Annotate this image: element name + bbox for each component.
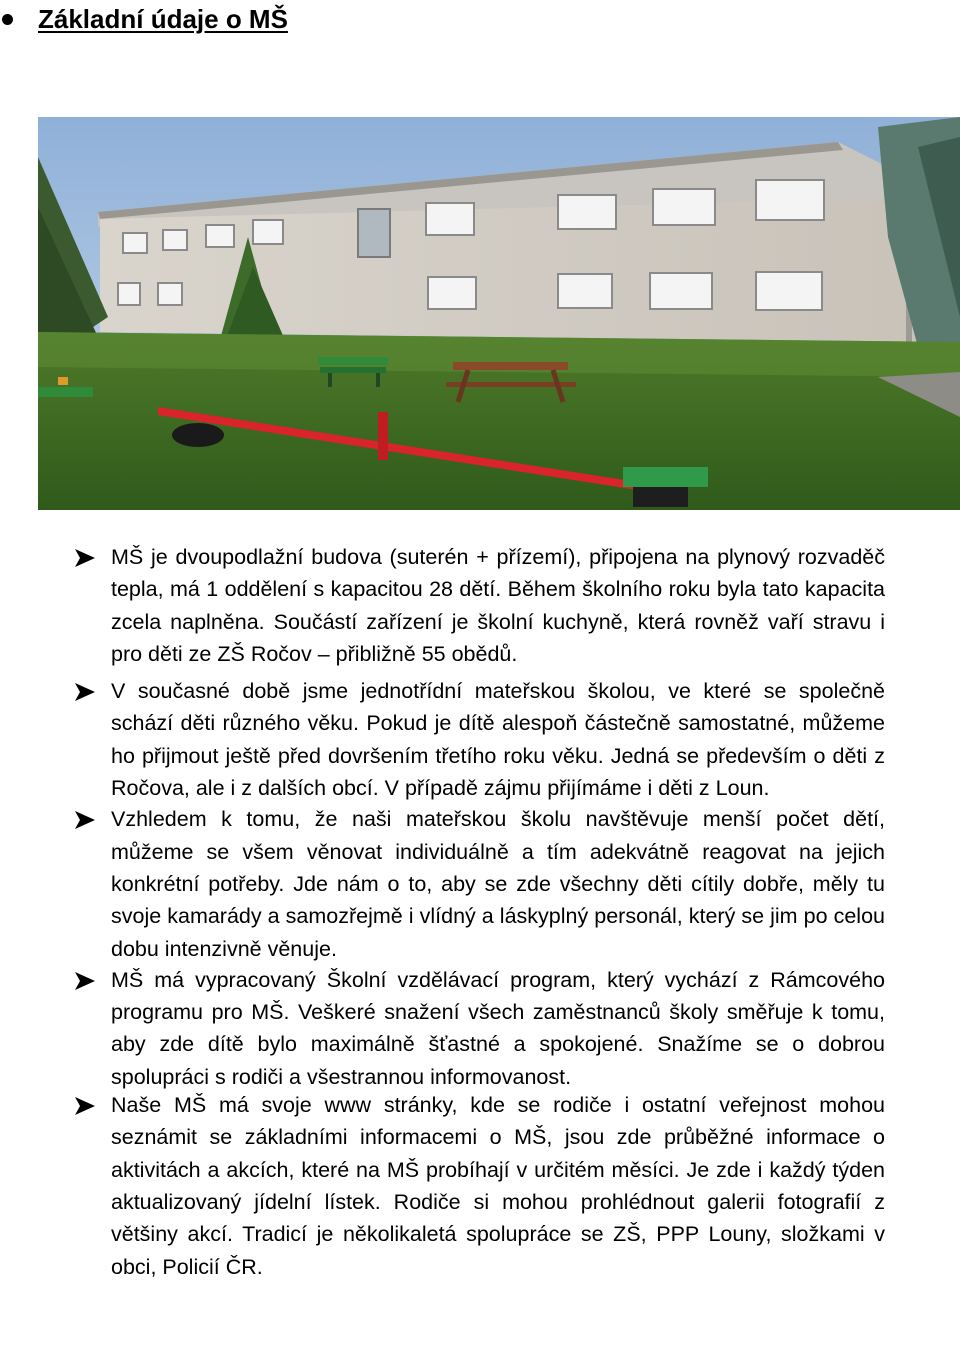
- list-item: [0, 964, 960, 1093]
- list-item: [0, 1089, 960, 1283]
- section-heading: [0, 0, 960, 40]
- list-item: [0, 675, 960, 804]
- list-item-text: MŠ má vypracovaný Školní vzdělávací program, který vychází z Rámcového programu pro MŠ. Veškeré snažení všech zaměstnanců školy směřuje k tomu, aby zde dítě bylo maximálně šťastné a spokojené. Snažíme se o dobrou spolupráci s rodiči a všestrannou informovanost.: [111, 967, 885, 1089]
- list-item: [0, 541, 960, 670]
- arrow-bullet-icon: [74, 810, 96, 830]
- school-building-photo: [38, 117, 960, 510]
- list-item-text: Naše MŠ má svoje www stránky, kde se rodiče i ostatní veřejnost mohou seznámit se základními informacemi o MŠ, jsou zde průběžné informace o aktivitách a akcích, které na MŠ probíhají v určitém měsíci. Je zde i každý týden aktualizovaný jídelní lístek. Rodiče si mohou prohlédnout galerii fotografií z většiny akcí. Tradicí je několikaletá spolupráce se ZŠ, PPP Louny, složkami v obci, Policií ČR.: [111, 1093, 885, 1279]
- list-item: [0, 803, 960, 964]
- arrow-bullet-icon: [74, 548, 96, 568]
- bullet-dot-icon: [2, 14, 13, 25]
- arrow-bullet-icon: [74, 1096, 96, 1116]
- info-list: [0, 541, 960, 1283]
- arrow-bullet-icon: [74, 971, 96, 991]
- list-item-text: Vzhledem k tomu, že naši mateřskou školu navštěvuje menší počet dětí, můžeme se všem věnovat individuálně a tím adekvátně reagovat na jejich konkrétní potřeby. Jde nám o to, aby se zde všechny děti cítily dobře, měly tu svoje kamarády a samozřejmě i vlídný a láskyplný personál, který se jim po celou dobu intenzivně věnuje.: [111, 807, 885, 961]
- arrow-bullet-icon: [74, 682, 96, 702]
- list-item-text: MŠ je dvoupodlažní budova (suterén + přízemí), připojena na plynový rozvaděč tepla, má 1 oddělení s kapacitou 28 dětí. Během školního roku byla tato kapacita zcela naplněna. Součástí zařízení je školní kuchyně, která rovněž vaří stravu i pro děti ze ZŠ Ročov – přibližně 55 obědů.: [111, 545, 885, 666]
- list-item-text: V současné době jsme jednotřídní mateřskou školou, ve které se společně schází děti různého věku. Pokud je dítě alespoň částečně samostatné, můžeme ho přijmout ještě před dovršením třetího roku věku. Jedná se především o děti z Ročova, ale i z dalších obcí. V případě zájmu přijímáme i děti z Loun.: [111, 679, 885, 801]
- page-title: Základní údaje o MŠ: [38, 4, 288, 34]
